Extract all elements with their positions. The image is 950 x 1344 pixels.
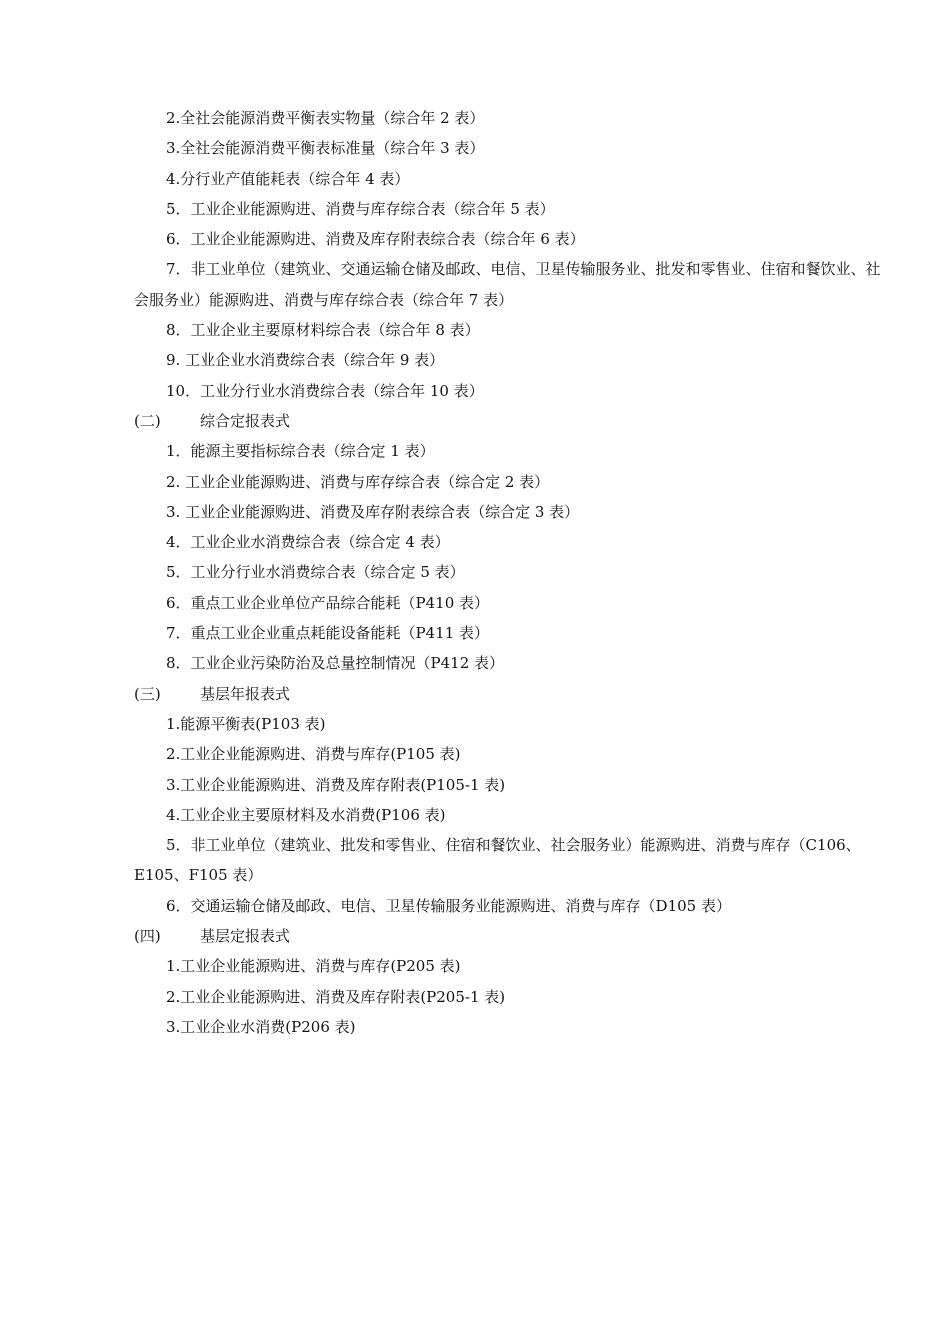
list-item: 6．工业企业能源购进、消费及库存附表综合表（综合年 6 表） <box>166 230 585 249</box>
section-number: (三) <box>134 684 161 703</box>
document-body <box>134 103 884 1042</box>
list-item: 3.工业企业能源购进、消费及库存附表(P105-1 表) <box>166 775 506 794</box>
list-item: 3. 工业企业能源购进、消费及库存附表综合表（综合定 3 表） <box>166 502 580 521</box>
list-item: 5．工业企业能源购进、消费与库存综合表（综合年 5 表） <box>166 199 555 218</box>
list-item: 4.工业企业主要原材料及水消费(P106 表) <box>166 805 446 824</box>
section-title: 基层年报表式 <box>200 684 291 703</box>
list-item: 1.工业企业能源购进、消费与库存(P205 表) <box>166 957 461 976</box>
list-item: 2.全社会能源消费平衡表实物量（综合年 2 表） <box>166 109 485 127</box>
list-item-wrapped: 7．非工业单位（建筑业、交通运输仓储及邮政、电信、卫星传输服务业、批发和零售业、住宿和餐饮业、社会服务业）能源购进、消费与库存综合表（综合年 7 表） <box>134 260 881 309</box>
list-item: 9. 工业企业水消费综合表（综合年 9 表） <box>166 351 445 370</box>
section-title: 综合定报表式 <box>200 411 291 430</box>
section-number: (四) <box>134 927 161 946</box>
section-basic-periodic <box>134 921 884 1042</box>
section-number: (二) <box>134 411 161 430</box>
list-item: 3.全社会能源消费平衡表标准量（综合年 3 表） <box>166 139 485 158</box>
list-item: 8．工业企业污染防治及总量控制情况（P412 表） <box>166 654 505 673</box>
section-periodic-summary <box>134 406 884 679</box>
section-title: 基层定报表式 <box>200 927 291 946</box>
section-basic-annual <box>134 679 884 921</box>
list-item: 6．重点工业企业单位产品综合能耗（P410 表） <box>166 593 490 612</box>
list-item: 6．交通运输仓储及邮政、电信、卫星传输服务业能源购进、消费与库存（D105 表） <box>166 896 731 915</box>
section-heading <box>134 679 884 709</box>
section-heading <box>134 921 884 951</box>
list-item: 4．工业企业水消费综合表（综合定 4 表） <box>166 533 450 552</box>
section-annual-summary <box>134 103 884 406</box>
list-item: 3.工业企业水消费(P206 表) <box>166 1017 356 1036</box>
list-item: 2.工业企业能源购进、消费与库存(P105 表) <box>166 745 461 764</box>
list-item: 2.工业企业能源购进、消费及库存附表(P205-1 表) <box>166 987 506 1006</box>
list-item-wrapped: 5．非工业单位（建筑业、批发和零售业、住宿和餐饮业、社会服务业）能源购进、消费与库存（C106、E105、F105 表） <box>134 836 861 885</box>
list-item: 1.能源平衡表(P103 表) <box>166 714 326 733</box>
list-item: 10．工业分行业水消费综合表（综合年 10 表） <box>166 381 484 400</box>
list-item: 4.分行业产值能耗表（综合年 4 表） <box>166 169 410 188</box>
list-item: 8．工业企业主要原材料综合表（综合年 8 表） <box>166 321 480 340</box>
list-item: 1．能源主要指标综合表（综合定 1 表） <box>166 442 435 461</box>
list-item: 2. 工业企业能源购进、消费与库存综合表（综合定 2 表） <box>166 472 550 491</box>
section-heading <box>134 406 884 436</box>
list-item: 5．工业分行业水消费综合表（综合定 5 表） <box>166 563 465 582</box>
list-item: 7．重点工业企业重点耗能设备能耗（P411 表） <box>166 624 490 643</box>
